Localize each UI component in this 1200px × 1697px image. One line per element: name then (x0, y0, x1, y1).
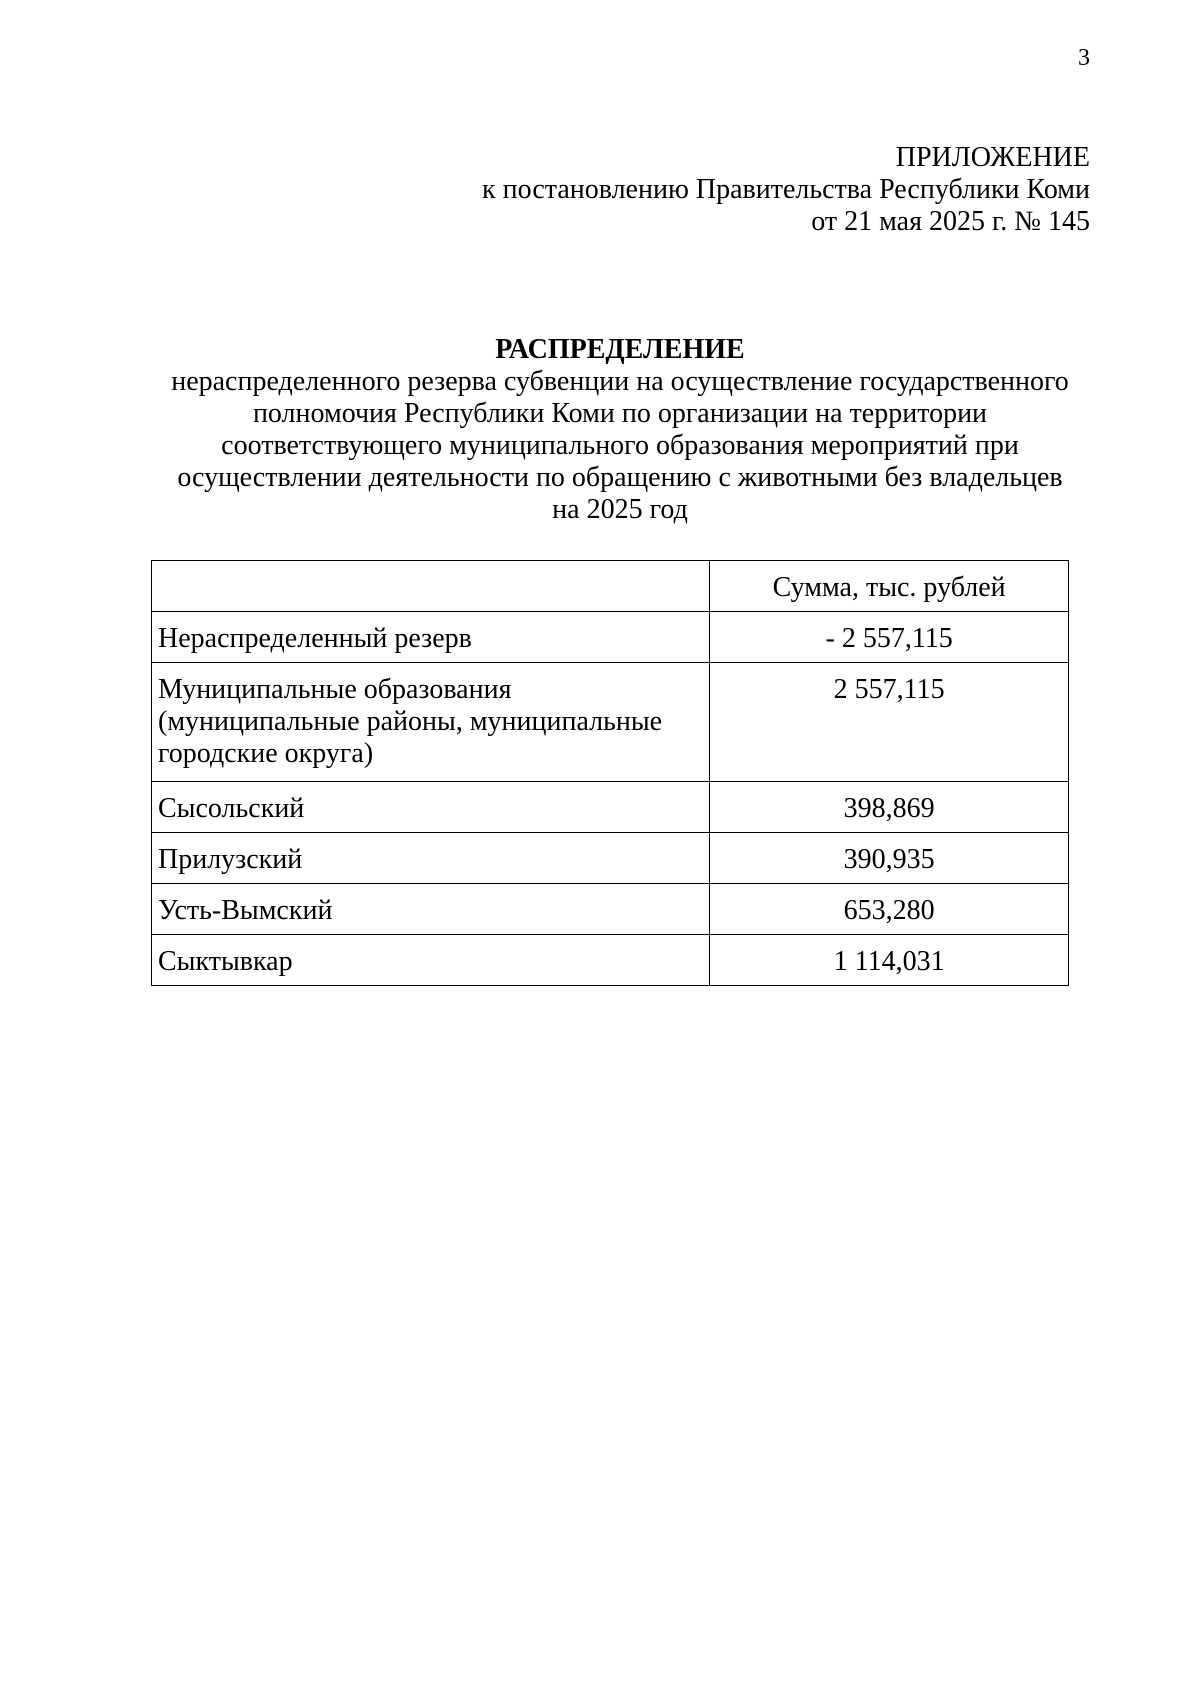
row-name: Нераспределенный резерв (152, 612, 710, 663)
row-name: Сысольский (152, 782, 710, 833)
row-name: Усть-Вымский (152, 884, 710, 935)
row-sum: 2 557,115 (710, 663, 1069, 782)
row-name: Муниципальные образования (муниципальные районы, муниципальные городские округа) (152, 663, 710, 782)
distribution-table (151, 560, 1069, 986)
table-row (152, 612, 1069, 663)
row-name: Сыктывкар (152, 935, 710, 986)
appendix-resolution: к постановлению Правительства Республики Коми (482, 174, 1090, 205)
row-sum: - 2 557,115 (710, 612, 1069, 663)
title-line: осуществлении деятельности по обращению с животными без владельцев (177, 462, 1063, 493)
row-sum: 390,935 (710, 833, 1069, 884)
row-sum: 1 114,031 (710, 935, 1069, 986)
table-header-name (152, 561, 710, 612)
table-row (152, 663, 1069, 782)
table-row (152, 935, 1069, 986)
document-title (100, 334, 1140, 526)
title-line: на 2025 год (552, 494, 688, 525)
appendix-date-number: от 21 мая 2025 г. № 145 (811, 206, 1090, 237)
title-line: нераспределенного резерва субвенции на осуществление государственного (171, 366, 1069, 397)
title-line: полномочия Республики Коми по организации на территории (252, 398, 988, 429)
table-header-row (152, 561, 1069, 612)
table-row (152, 833, 1069, 884)
title-line: соответствующего муниципального образования мероприятий при (221, 430, 1019, 461)
appendix-block (400, 142, 1090, 238)
table-row (152, 884, 1069, 935)
table-row (152, 782, 1069, 833)
title-heading: РАСПРЕДЕЛЕНИЕ (495, 334, 745, 365)
table-header-sum: Сумма, тыс. рублей (710, 561, 1069, 612)
row-sum: 398,869 (710, 782, 1069, 833)
row-sum: 653,280 (710, 884, 1069, 935)
page-number: 3 (1078, 45, 1090, 71)
row-name: Прилузский (152, 833, 710, 884)
appendix-title: ПРИЛОЖЕНИЕ (895, 142, 1090, 173)
